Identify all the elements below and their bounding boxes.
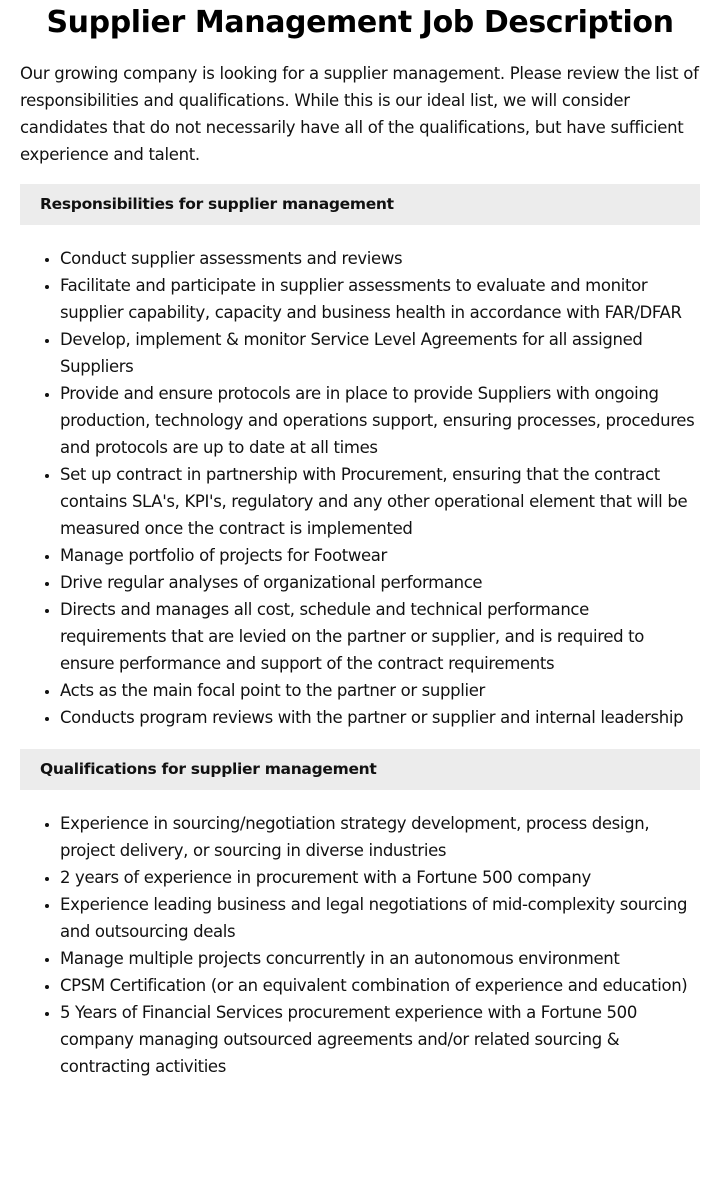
list-item: • 5 Years of Financial Services procurement experience with a Fortune 500 company managing outsourced agreements and/or related sourcing & contracting activities — [60, 999, 700, 1080]
page-title: Supplier Management Job Description — [46, 5, 674, 40]
list-item: • Set up contract in partnership with Procurement, ensuring that the contract contains SLA's, KPI's, regulatory and any other operational element that will be measured once the contract is implemented — [60, 461, 700, 542]
list-item: • Experience in sourcing/negotiation strategy development, process design, project delivery, or sourcing in diverse industries — [60, 810, 700, 864]
list-item: • Drive regular analyses of organizational performance — [60, 569, 700, 596]
list-item: • Conduct supplier assessments and reviews — [60, 245, 700, 272]
list-item: • Manage portfolio of projects for Footwear — [60, 542, 700, 569]
list-item: • Experience leading business and legal negotiations of mid-complexity sourcing and outsourcing deals — [60, 891, 700, 945]
qualifications-header: Qualifications for supplier management — [20, 749, 700, 790]
responsibilities-list — [20, 245, 700, 731]
list-item: • Directs and manages all cost, schedule and technical performance requirements that are levied on the partner or supplier, and is required to ensure performance and support of the contract requirements — [60, 596, 700, 677]
list-item: • Facilitate and participate in supplier assessments to evaluate and monitor supplier capability, capacity and business health in accordance with FAR/DFAR — [60, 272, 700, 326]
list-item: • Manage multiple projects concurrently in an autonomous environment — [60, 945, 700, 972]
list-item: • Acts as the main focal point to the partner or supplier — [60, 677, 700, 704]
list-item: • 2 years of experience in procurement with a Fortune 500 company — [60, 864, 700, 891]
qualifications-list — [20, 810, 700, 1080]
list-item: • Conducts program reviews with the partner or supplier and internal leadership — [60, 704, 700, 731]
list-item: • Provide and ensure protocols are in place to provide Suppliers with ongoing production, technology and operations support, ensuring processes, procedures and protocols are up to date at all times — [60, 380, 700, 461]
list-item: • CPSM Certification (or an equivalent combination of experience and education) — [60, 972, 700, 999]
responsibilities-header: Responsibilities for supplier management — [20, 184, 700, 225]
list-item: • Develop, implement & monitor Service Level Agreements for all assigned Suppliers — [60, 326, 700, 380]
intro-paragraph: Our growing company is looking for a supplier management. Please review the list of responsibilities and qualifications. While this is our ideal list, we will consider candidates that do not necessarily have all of the qualifications, but have sufficient experience and talent. — [20, 64, 699, 164]
